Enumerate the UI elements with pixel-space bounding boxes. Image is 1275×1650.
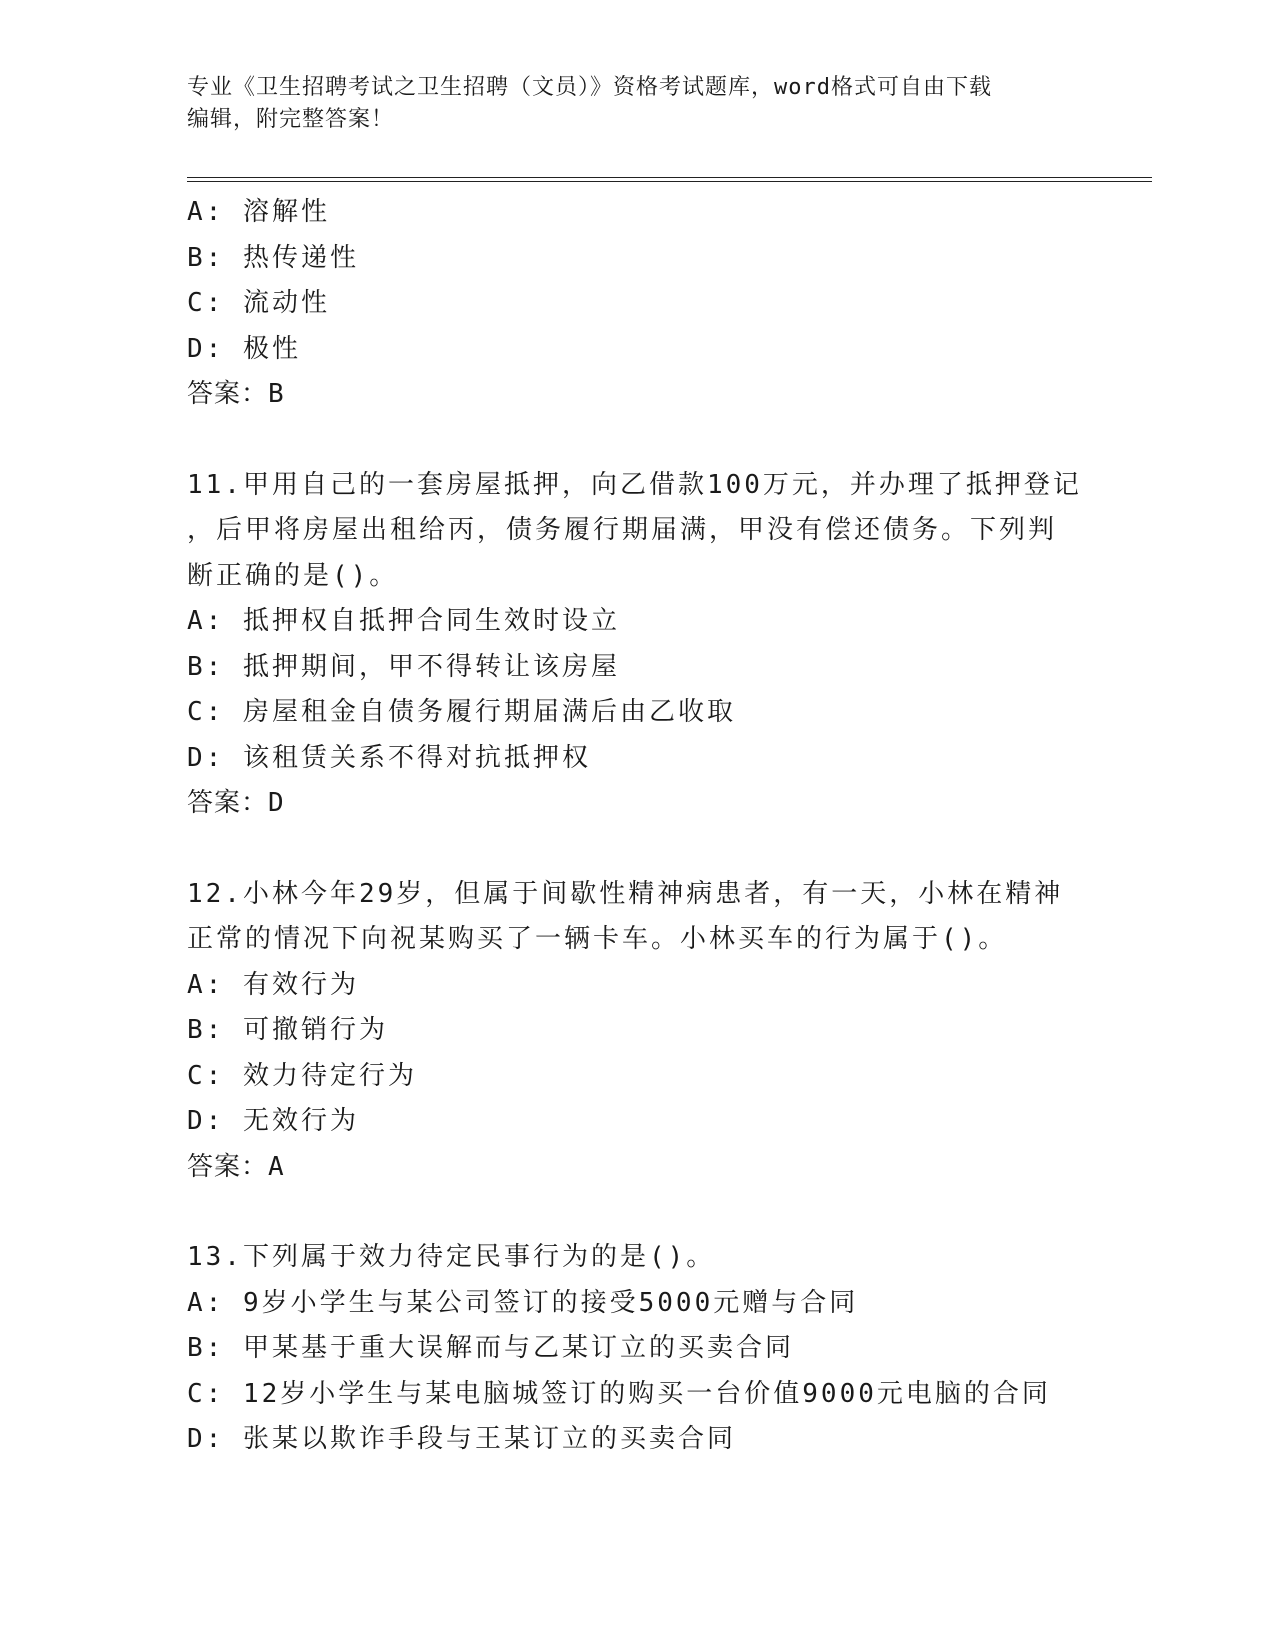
option-b: B: 热传递性 [187, 242, 359, 273]
option-a: A: 抵押权自抵押合同生效时设立 [187, 606, 620, 636]
question-text-line: 12.小林今年29岁，但属于间歇性精神病患者，有一天，小林在精神 [187, 878, 1064, 909]
answer: 答案：B [187, 379, 285, 409]
question-text-line: 断正确的是()。 [187, 560, 399, 591]
option-d: D: 极性 [187, 333, 301, 364]
question-10 [187, 190, 1087, 418]
question-text-line: 正常的情况下向祝某购买了一辆卡车。小林买车的行为属于()。 [187, 924, 1008, 954]
answer: 答案：D [187, 788, 285, 818]
header-line-2: 编辑，附完整答案！ [187, 107, 395, 132]
header-divider [187, 177, 1152, 182]
option-c: C: 效力待定行为 [187, 1060, 417, 1091]
option-c: C: 房屋租金自债务履行期届满后由乙收取 [187, 697, 736, 727]
option-a: A: 有效行为 [187, 969, 359, 1000]
question-text-line: 13.下列属于效力待定民事行为的是()。 [187, 1242, 716, 1272]
spacer [187, 418, 1087, 463]
option-c: C: 流动性 [187, 288, 330, 318]
spacer [187, 1190, 1087, 1235]
question-12 [187, 872, 1087, 1191]
option-d: D: 张某以欺诈手段与王某订立的买卖合同 [187, 1424, 736, 1454]
option-a: A: 溶解性 [187, 197, 330, 227]
header-line-1: 专业《卫生招聘考试之卫生招聘（文员）》资格考试题库，word格式可自由下载 [187, 75, 992, 100]
option-d: D: 无效行为 [187, 1106, 359, 1136]
question-list [187, 190, 1087, 1463]
option-d: D: 该租赁关系不得对抗抵押权 [187, 742, 591, 773]
document-header [187, 72, 1087, 136]
question-text-line: ，后甲将房屋出租给丙，债务履行期届满，甲没有偿还债务。下列判 [187, 515, 1058, 545]
option-b: B: 抵押期间，甲不得转让该房屋 [187, 651, 620, 682]
question-11 [187, 463, 1087, 827]
option-b: B: 甲某基于重大误解而与乙某订立的买卖合同 [187, 1333, 794, 1363]
question-text-line: 11.甲用自己的一套房屋抵押，向乙借款100万元，并办理了抵押登记 [187, 469, 1082, 500]
answer: 答案：A [187, 1151, 285, 1182]
option-a: A: 9岁小学生与某公司签订的接受5000元赠与合同 [187, 1287, 859, 1318]
question-13 [187, 1235, 1087, 1463]
option-c: C: 12岁小学生与某电脑城签订的购买一台价值9000元电脑的合同 [187, 1378, 1051, 1409]
option-b: B: 可撤销行为 [187, 1015, 388, 1045]
spacer [187, 827, 1087, 872]
